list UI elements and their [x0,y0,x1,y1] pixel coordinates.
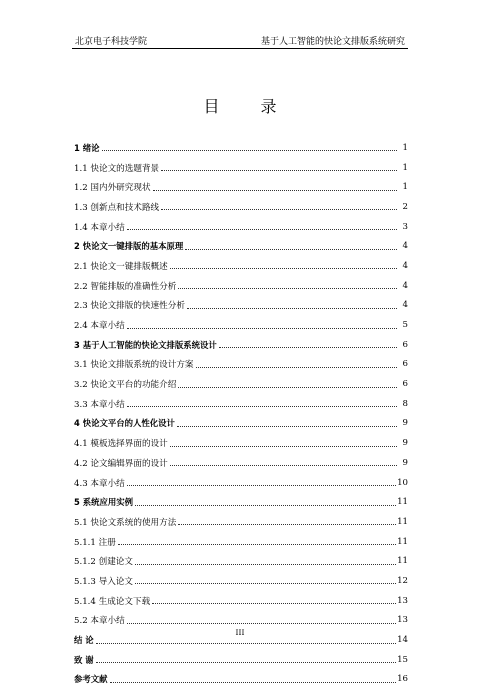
toc-entry[interactable] [74,197,408,217]
toc-entry-page: 6 [402,339,408,350]
toc-entry-page: 4 [402,280,408,291]
toc-leader-dots [102,150,398,151]
toc-entry[interactable] [74,138,408,158]
page-number: III [235,628,245,637]
toc-entry-label: 结 论 [74,635,94,646]
toc-entry-label: 2.2 智能排版的准确性分析 [74,281,177,292]
toc-entry[interactable] [74,394,408,414]
toc-entry-label: 1.3 创新点和技术路线 [74,202,160,213]
toc-entry-page: 8 [402,398,408,409]
toc-entry-label: 4.2 论文编辑界面的设计 [74,458,168,469]
toc-entry[interactable] [74,591,408,611]
toc-entry-label: 5.1.2 创建论文 [74,557,133,568]
toc-entry-page: 9 [402,418,408,429]
toc-leader-dots [96,643,396,644]
toc-entry-page: 6 [402,379,408,390]
toc-leader-dots [196,367,397,368]
toc-leader-dots [135,505,396,506]
toc-entry-page: 13 [397,595,408,606]
toc-entry-page: 2 [402,201,408,212]
toc-entry[interactable] [74,532,408,552]
toc-leader-dots [135,583,396,584]
toc-entry-label: 5.2 本章小结 [74,616,125,627]
toc-entry-page: 1 [402,162,408,173]
toc-entry[interactable] [74,650,408,670]
toc-entry-label: 4.1 模板选择界面的设计 [74,439,168,450]
toc-leader-dots [161,209,397,210]
toc-leader-dots [96,662,396,663]
toc-leader-dots [178,387,397,388]
toc-leader-dots [178,524,396,525]
toc-entry[interactable] [74,236,408,256]
toc-entry-page: 13 [397,615,408,626]
toc-entry[interactable] [74,217,408,237]
toc-entry-label: 2.4 本章小结 [74,321,125,332]
toc-entry-label: 3 基于人工智能的快论文排版系统设计 [74,339,217,350]
toc-entry[interactable] [74,492,408,512]
toc-entry-label: 4.3 本章小结 [74,478,125,489]
toc-entry-page: 3 [402,221,408,232]
toc-entry-label: 2.1 快论文一键排版概述 [74,261,168,272]
toc-entry-label: 1 绪论 [74,142,100,153]
toc-entry[interactable] [74,571,408,591]
header-rule [72,48,408,49]
toc-entry[interactable] [74,355,408,375]
toc-leader-dots [170,446,397,447]
toc-leader-dots [110,682,397,683]
toc-leader-dots [135,564,396,565]
toc-leader-dots [161,170,397,171]
toc-entry-page: 4 [402,260,408,271]
toc-entry-label: 4 快论文平台的人性化设计 [74,418,175,429]
toc-entry[interactable] [74,296,408,316]
toc-leader-dots [178,288,397,289]
toc-entry-page: 11 [397,497,408,508]
toc-entry-page: 12 [397,575,408,586]
toc-entry-page: 10 [397,477,408,488]
toc-entry[interactable] [74,414,408,434]
toc-entry-label: 5.1.1 注册 [74,537,116,548]
toc-leader-dots [177,426,397,427]
toc-leader-dots [170,465,397,466]
toc-entry-label: 2 快论文一键排版的基本原理 [74,241,184,252]
toc-leader-dots [127,328,397,329]
toc-entry-page: 9 [402,457,408,468]
toc-entry[interactable] [74,158,408,178]
toc-entry[interactable] [74,551,408,571]
toc-leader-dots [127,485,396,486]
toc-entry-page: 16 [397,674,408,685]
toc-leader-dots [152,603,396,604]
toc-entry[interactable] [74,670,408,689]
toc-leader-dots [187,308,397,309]
toc-entry-page: 6 [402,359,408,370]
toc-entry[interactable] [74,177,408,197]
toc-entry[interactable] [74,276,408,296]
toc-entry-label: 1.1 快论文的选题背景 [74,163,160,174]
toc-entry[interactable] [74,256,408,276]
toc-leader-dots [118,544,396,545]
toc-entry[interactable] [74,315,408,335]
toc-entry-page: 14 [397,635,408,646]
toc-entry-page: 1 [402,182,408,193]
toc-entry[interactable] [74,335,408,355]
toc-entry[interactable] [74,512,408,532]
toc-entry-page: 5 [402,320,408,331]
toc-entry-label: 5.1.4 生成论文下载 [74,596,151,607]
running-header-school: 北京电子科技学院 [75,37,148,47]
running-header-thesis-title: 基于人工智能的快论文排版系统研究 [260,37,405,47]
toc-leader-dots [153,190,397,191]
toc-entry-label: 3.1 快论文排版系统的设计方案 [74,360,194,371]
toc-leader-dots [219,347,397,348]
toc-entry-page: 11 [397,516,408,527]
toc-entry-label: 5 系统应用实例 [74,497,133,508]
toc-entry-page: 11 [397,536,408,547]
toc-entry-page: 1 [402,142,408,153]
toc-entry-label: 参考文献 [74,674,108,685]
toc-entry[interactable] [74,374,408,394]
toc-entry-label: 3.2 快论文平台的功能介绍 [74,380,177,391]
toc-entry-label: 3.3 本章小结 [74,399,125,410]
table-of-contents [74,138,408,689]
toc-entry-page: 15 [397,654,408,665]
toc-entry-page: 4 [402,241,408,252]
toc-entry-page: 9 [402,438,408,449]
toc-entry-label: 1.4 本章小结 [74,222,125,233]
toc-leader-dots [127,229,397,230]
toc-leader-dots [185,249,397,250]
toc-leader-dots [170,268,397,269]
toc-entry-page: 4 [402,300,408,311]
toc-entry-label: 5.1.3 导入论文 [74,576,133,587]
toc-entry-page: 11 [397,556,408,567]
toc-leader-dots [127,406,397,407]
toc-entry[interactable] [74,453,408,473]
toc-entry-label: 5.1 快论文系统的使用方法 [74,517,177,528]
toc-entry-label: 2.3 快论文排版的快速性分析 [74,301,185,312]
toc-entry[interactable] [74,473,408,493]
toc-entry[interactable] [74,433,408,453]
toc-entry-label: 致 谢 [74,654,94,665]
toc-title: 目 录 [203,97,295,116]
toc-leader-dots [127,623,396,624]
toc-entry-label: 1.2 国内外研究现状 [74,183,151,194]
